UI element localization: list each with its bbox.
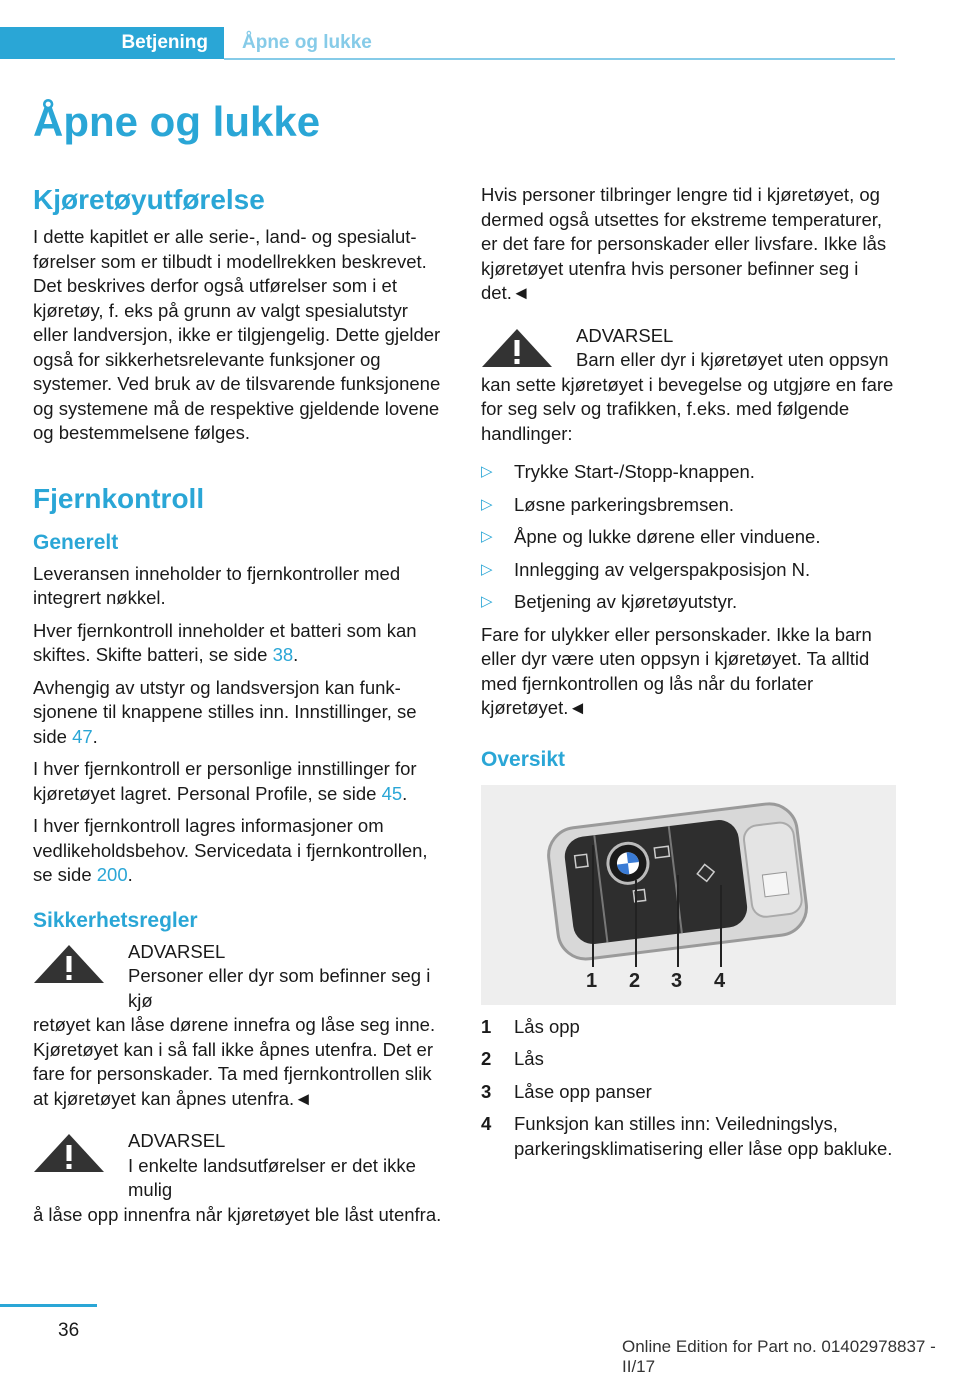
warning-label: ADVARSEL: [128, 940, 226, 962]
warning-text: retøyet kan låse dørene innefra og låse seg inne. Kjøretøyet kan i så fall ikke åpnes utenfra. Det er fare for personskader. Ta med fjernkontrollen slik at kjøretøyet kan åpnes utenfra.◄: [33, 1014, 436, 1109]
heading-general: Generelt: [33, 530, 119, 554]
page-header: [0, 27, 895, 61]
warning-first-line: Barn eller dyr i kjøretøyet uten oppsyn: [576, 349, 889, 370]
bullet-arrow-icon: ▷: [481, 593, 493, 610]
list-item: ▷ Løsne parkeringsbremsen.: [481, 493, 896, 518]
footer-rule: [0, 1304, 97, 1307]
warning-1: [33, 940, 448, 1112]
warning-triangle-icon: [33, 1133, 105, 1173]
paragraph-general-5: I hver fjernkontroll lagres informasjoner om vedlikeholdsbehov. Servicedata i fjernkontrollen, se side 200.: [33, 815, 428, 885]
list-item: ▷ Trykke Start-/Stopp-knappen.: [481, 460, 896, 485]
page-title: Åpne og lukke: [33, 98, 321, 145]
heading-safety: Sikkerhetsregler: [33, 908, 198, 932]
page-link-47[interactable]: 47: [72, 725, 93, 747]
left-column: [33, 183, 448, 1241]
paragraph-after: Fare for ulykker eller personskader. Ikke la barn eller dyr være uten oppsyn i kjøretøyet. Ta alltid med fjernkontrollen og lås når du forlater kjøretøyet.◄: [481, 623, 872, 718]
heading-vehicle: Kjøretøyutførelse: [33, 184, 265, 215]
warning-2: [33, 1129, 448, 1227]
warning-text: kan sette kjøretøyet i bevegelse og utgjøre en fare for seg selv og trafikken, f.eks. med følgende handlinger:: [481, 373, 894, 444]
warning-first-line: Personer eller dyr som befinner seg i kjø: [128, 965, 431, 1011]
paragraph-general-3: Avhengig av utstyr og landsversjon kan funksjonene til knappene stilles inn. Innstillinger, se side 47.: [33, 676, 417, 747]
list-item: 4 Funksjon kan stilles inn: Veiledningslys, parkeringsklimatisering eller låse opp bakluke.: [481, 1113, 893, 1159]
edition-note: Online Edition for Part no. 01402978837 - II/17: [622, 1337, 936, 1376]
bullet-arrow-icon: ▷: [481, 560, 493, 578]
list-item: 3 Låse opp panser: [481, 1080, 652, 1102]
bullet-arrow-icon: ▷: [481, 495, 493, 513]
paragraph-general-2: Hver fjernkontroll inneholder et batteri som kan skiftes. Skifte batteri, se side 38.: [33, 619, 417, 665]
warning-label: ADVARSEL: [128, 1130, 226, 1151]
breadcrumb: Åpne og lukke: [242, 32, 372, 53]
numbered-list: [481, 1015, 896, 1162]
figure-label-3: 3: [671, 969, 683, 992]
list-item: ▷ Betjening av kjøretøyutstyr.: [481, 590, 896, 615]
warning-label: ADVARSEL: [576, 324, 674, 346]
header-rule: [224, 58, 895, 60]
key-fob-illustration: [481, 785, 896, 1005]
paragraph-general-1: Leveransen inneholder to fjernkontroller med integrert nøkkel.: [33, 562, 401, 608]
list-item: ▷ Åpne og lukke dørene eller vinduene.: [481, 525, 896, 550]
warning-3: [481, 324, 896, 447]
list-item: 2 Lås: [481, 1048, 544, 1069]
figure-label-2: 2: [629, 969, 641, 992]
page-link-200[interactable]: 200: [96, 864, 128, 885]
list-item: ▷ Innlegging av velgerspakposisjon N.: [481, 558, 896, 583]
warning-triangle-icon: [33, 944, 105, 984]
key-fob-figure: [481, 785, 896, 1005]
paragraph-general-4: I hver fjernkontroll er personlige innstillinger for kjøretøyet lagret. Personal Profile, se side 45.: [33, 758, 417, 804]
bullet-arrow-icon: ▷: [481, 463, 493, 480]
figure-label-1: 1: [586, 969, 598, 992]
bullet-arrow-icon: ▷: [481, 528, 493, 545]
bullet-list: [481, 460, 896, 615]
list-item: 1 Lås opp: [481, 1015, 580, 1037]
right-column: [481, 183, 896, 1169]
warning-first-line: I enkelte landsutførelser er det ikke mulig: [128, 1154, 416, 1200]
paragraph-continued: Hvis personer tilbringer lengre tid i kjøretøyet, og dermed også utsettes for ekstreme temperaturer, er det fare for personskader eller livsfare. Ikke lås kjøretøyet utenfra hvis personer befinner seg i det.◄: [481, 184, 887, 303]
heading-overview: Oversikt: [481, 747, 566, 771]
page-link-38[interactable]: 38: [272, 644, 294, 665]
warning-triangle-icon: [481, 328, 553, 368]
heading-remote: Fjernkontroll: [33, 482, 205, 514]
figure-label-4: 4: [714, 969, 726, 992]
warning-text: å låse opp innenfra når kjøretøyet ble låst utenfra.: [33, 1203, 442, 1225]
section-tab: Betjening: [0, 27, 224, 59]
paragraph-vehicle: I dette kapitlet er alle serie-, land- og spesialutførelser som er tilbudt i modellrekken beskrevet. Det beskrives derfor også utførelser som i et kjøretøy, f. eks på grunn av valgt spesialutstyr eller landversjon, ikke er tilgjengelig. Dette gjelder også for sikkerhetsrelevante funksjoner og systemer. Ved bruk av de tilsvarende funksjonene og systemene må de respektive gjeldende lovene og bestemmelsene følges.: [33, 226, 441, 443]
page-number: 36: [58, 1320, 80, 1341]
page-link-45[interactable]: 45: [381, 782, 403, 804]
